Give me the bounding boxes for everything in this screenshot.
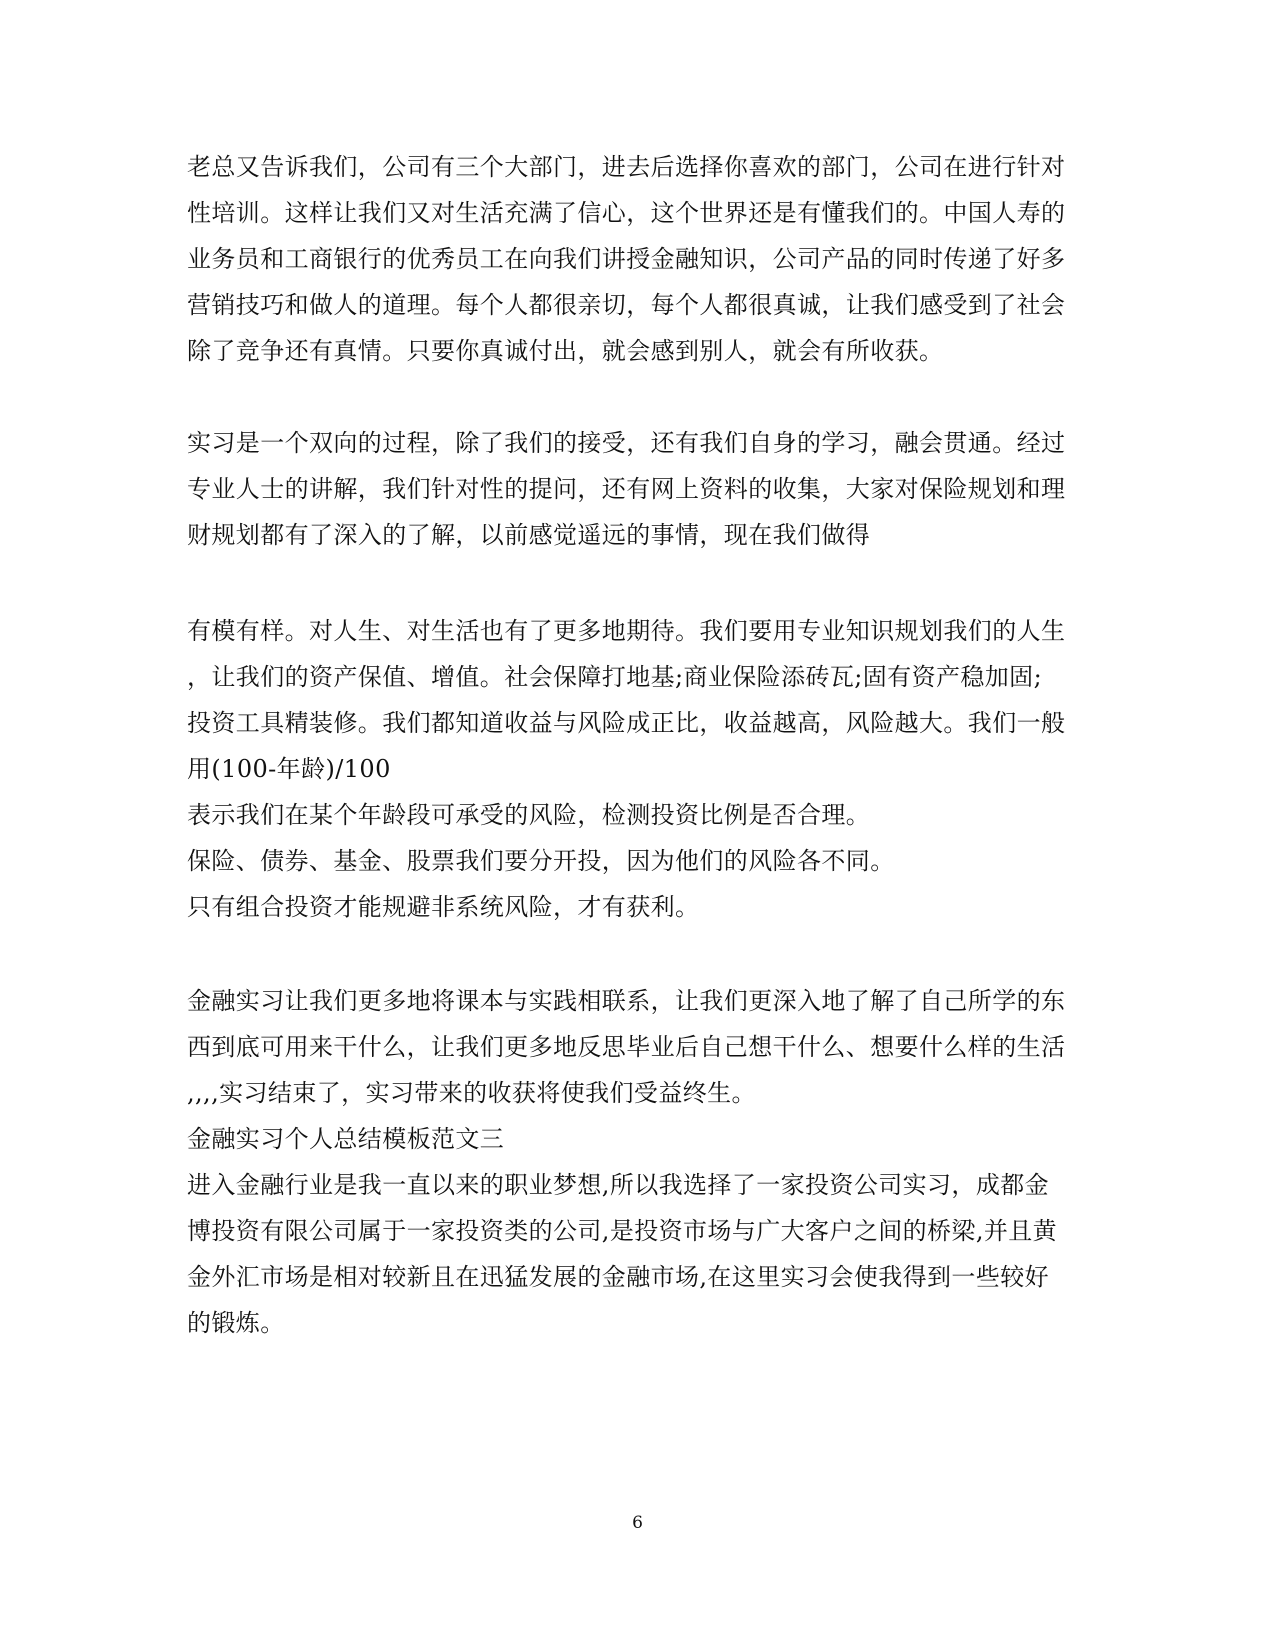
paragraph-1-line-3: 业务员和工商银行的优秀员工在向我们讲授金融知识，公司产品的同时传递了好多	[187, 245, 1066, 273]
paragraph-4-line-3: ,,,,实习结束了，实习带来的收获将使我们受益终生。	[187, 1079, 756, 1107]
paragraph-3-line-1: 有模有样。对人生、对生活也有了更多地期待。我们要用专业知识规划我们的人生	[187, 617, 1066, 645]
paragraph-4-line-2: 西到底可用来干什么，让我们更多地反思毕业后自己想干什么、想要什么样的生活	[187, 1033, 1066, 1061]
paragraph-4-line-5: 进入金融行业是我一直以来的职业梦想,所以我选择了一家投资公司实习，成都金	[187, 1171, 1050, 1199]
paragraph-2-line-1: 实习是一个双向的过程，除了我们的接受，还有我们自身的学习，融会贯通。经过	[187, 429, 1066, 457]
paragraph-1-line-5: 除了竞争还有真情。只要你真诚付出，就会感到别人，就会有所收获。	[187, 337, 944, 365]
paragraph-1-line-4: 营销技巧和做人的道理。每个人都很亲切，每个人都很真诚，让我们感受到了社会	[187, 291, 1066, 319]
paragraph-4-line-1: 金融实习让我们更多地将课本与实践相联系，让我们更深入地了解了自己所学的东	[187, 987, 1066, 1015]
paragraph-4-line-6: 博投资有限公司属于一家投资类的公司,是投资市场与广大客户之间的桥梁,并且黄	[187, 1217, 1058, 1245]
paragraph-3-line-7: 只有组合投资才能规避非系统风险，才有获利。	[187, 893, 700, 921]
paragraph-2-line-2: 专业人士的讲解，我们针对性的提问，还有网上资料的收集，大家对保险规划和理	[187, 475, 1066, 503]
paragraph-3-line-5: 表示我们在某个年龄段可承受的风险，检测投资比例是否合理。	[187, 801, 871, 829]
paragraph-4-line-7: 金外汇市场是相对较新且在迅猛发展的金融市场,在这里实习会使我得到一些较好	[187, 1263, 1050, 1291]
paragraph-2-line-3: 财规划都有了深入的了解，以前感觉遥远的事情，现在我们做得	[187, 521, 871, 549]
section-heading: 金融实习个人总结模板范文三	[187, 1125, 505, 1153]
paragraph-1-line-2: 性培训。这样让我们又对生活充满了信心，这个世界还是有懂我们的。中国人寿的	[187, 199, 1066, 227]
paragraph-3-line-6: 保险、债券、基金、股票我们要分开投，因为他们的风险各不同。	[187, 847, 895, 875]
paragraph-3-line-2: ，让我们的资产保值、增值。社会保障打地基;商业保险添砖瓦;固有资产稳加固;	[187, 663, 1043, 691]
paragraph-3-line-3: 投资工具精装修。我们都知道收益与风险成正比，收益越高，风险越大。我们一般	[187, 709, 1066, 737]
paragraph-4-line-8: 的锻炼。	[187, 1309, 285, 1337]
page-number: 6	[632, 1513, 643, 1533]
paragraph-3-line-4: 用(100-年龄)/100	[187, 755, 391, 783]
paragraph-1-line-1: 老总又告诉我们，公司有三个大部门，进去后选择你喜欢的部门，公司在进行针对	[187, 153, 1066, 181]
